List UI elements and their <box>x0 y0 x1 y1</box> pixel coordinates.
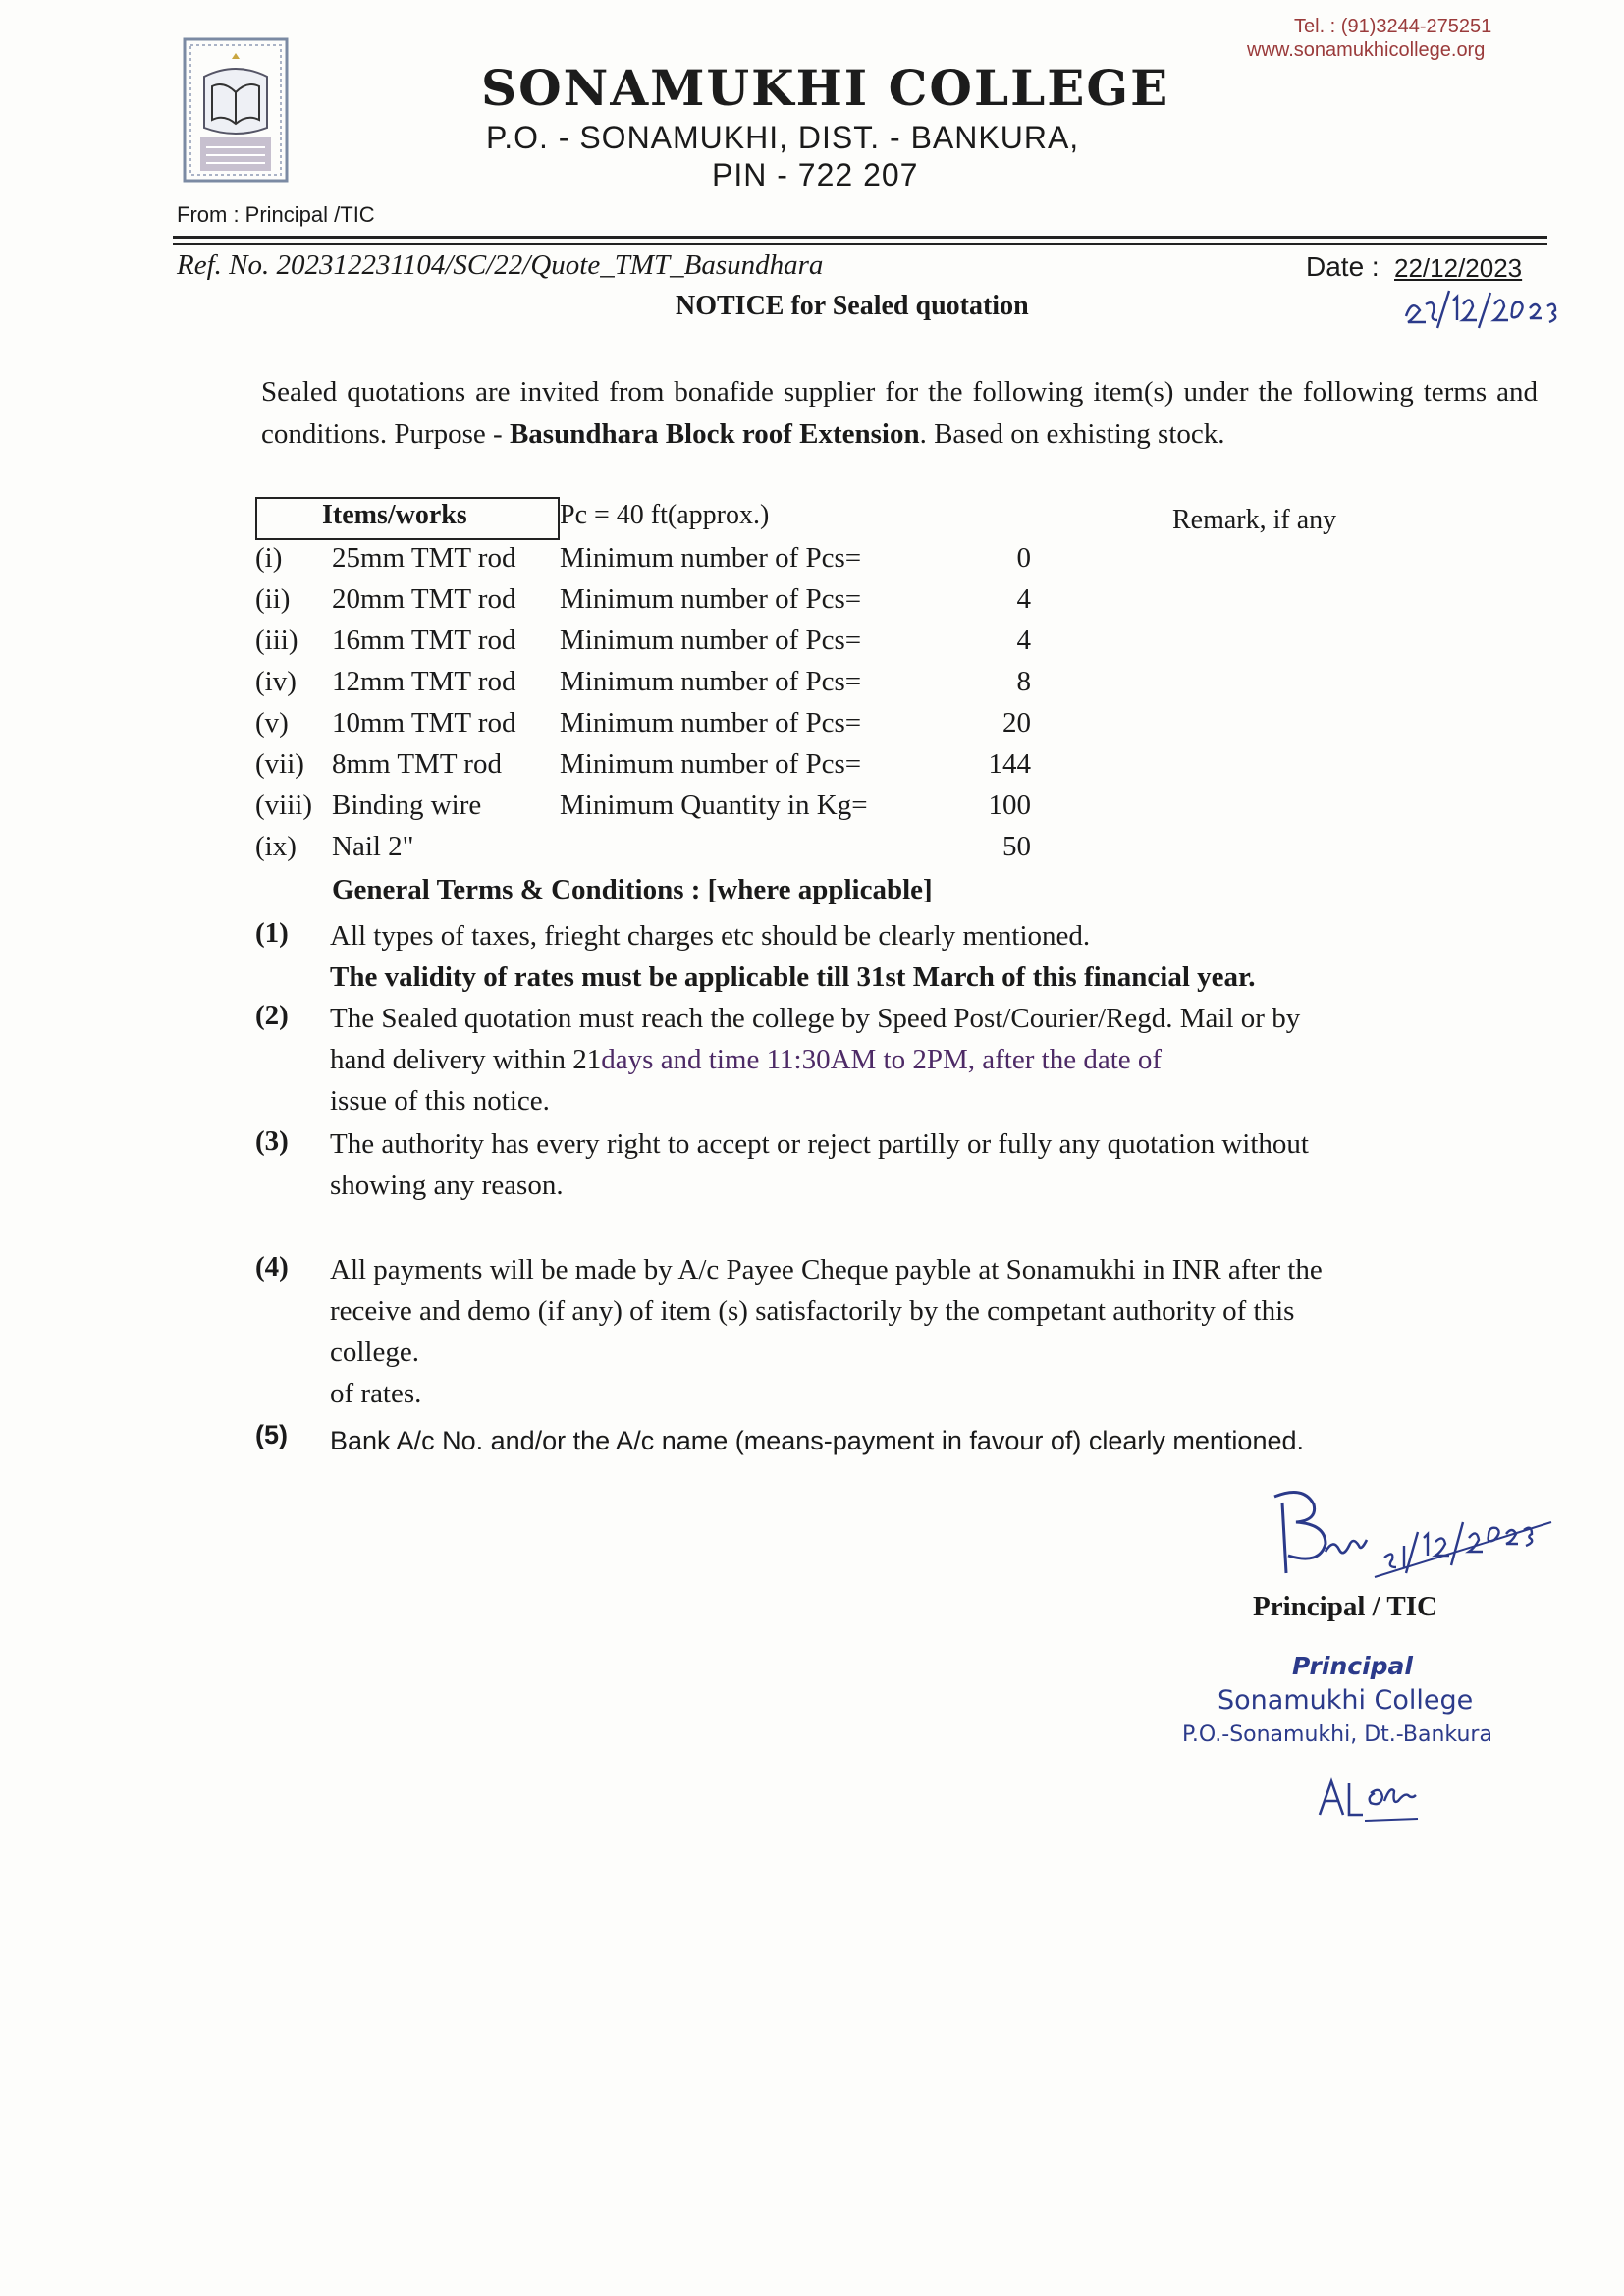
item-number: (vii) <box>255 748 304 780</box>
item-row <box>255 707 1139 748</box>
term-2 <box>330 998 1300 1121</box>
items-header: Items/works <box>322 500 467 530</box>
remark-header: Remark, if any <box>1172 505 1337 535</box>
item-number: (viii) <box>255 790 312 821</box>
term-5-number: (5) <box>255 1420 288 1449</box>
item-description: Minimum number of Pcs= <box>560 666 862 697</box>
header-rule <box>173 236 1547 239</box>
intro-text-1: Sealed quotations are invited from bonafide supplier for the following item(s) under the following terms and conditions. Purpose - <box>261 376 1538 450</box>
term-4 <box>330 1249 1323 1414</box>
item-quantity: 4 <box>1016 583 1031 615</box>
item-quantity: 8 <box>1016 666 1031 697</box>
item-number: (v) <box>255 707 289 738</box>
purpose-text: Basundhara Block roof Extension <box>509 418 920 450</box>
college-name: SONAMUKHI COLLEGE <box>481 59 1170 117</box>
item-number: (iii) <box>255 625 298 656</box>
terms-heading: General Terms & Conditions : [where applicable] <box>332 874 933 905</box>
item-row <box>255 831 1139 872</box>
intro-paragraph <box>261 371 1538 456</box>
header-rule-thin <box>173 243 1547 245</box>
item-description: Minimum number of Pcs= <box>560 583 862 615</box>
item-row <box>255 583 1139 625</box>
date-value: 22/12/2023 <box>1394 253 1523 283</box>
item-quantity: 50 <box>1002 831 1031 862</box>
item-number: (ii) <box>255 583 291 615</box>
handwritten-initials-icon <box>1316 1776 1424 1825</box>
term-2-number: (2) <box>255 1000 289 1031</box>
term-2-line-1: The Sealed quotation must reach the college by Speed Post/Courier/Regd. Mail or by <box>330 1003 1301 1034</box>
date-label: Date : <box>1306 251 1380 282</box>
item-name: 25mm TMT rod <box>332 542 516 574</box>
reference-number: Ref. No. 202312231104/SC/22/Quote_TMT_Basundhara <box>177 249 824 281</box>
term-4-line-3: college. <box>330 1337 419 1368</box>
term-4-line-2: receive and demo (if any) of item (s) satisfactorily by the competant authority of this <box>330 1295 1295 1327</box>
item-description: Minimum number of Pcs= <box>560 542 862 574</box>
item-quantity: 0 <box>1016 542 1031 574</box>
notice-title: NOTICE for Sealed quotation <box>676 291 1029 321</box>
term-3 <box>330 1123 1309 1206</box>
term-5-text: Bank A/c No. and/or the A/c name (means-payment in favour of) clearly mentioned. <box>330 1426 1304 1455</box>
term-3-number: (3) <box>255 1125 289 1157</box>
term-4-line-4: of rates. <box>330 1378 422 1409</box>
stamp-address: P.O.-Sonamukhi, Dt.-Bankura <box>1182 1722 1492 1747</box>
term-4-number: (4) <box>255 1251 289 1283</box>
stamp-college: Sonamukhi College <box>1218 1685 1474 1716</box>
website: www.sonamukhicollege.org <box>1247 39 1486 61</box>
item-description: Minimum number of Pcs= <box>560 625 862 656</box>
item-quantity: 100 <box>988 790 1031 821</box>
term-2-time: and time 11:30AM to 2PM, after the date of <box>653 1044 1163 1075</box>
handwritten-signature-icon <box>1257 1483 1581 1591</box>
term-4-line-1: All payments will be made by A/c Payee Cheque payble at Sonamukhi in INR after the <box>330 1254 1323 1285</box>
item-description: Minimum Quantity in Kg= <box>560 790 868 821</box>
piece-length-note: Pc = 40 ft(approx.) <box>560 500 770 530</box>
telephone: Tel. : (91)3244-275251 <box>1294 16 1492 37</box>
item-name: 8mm TMT rod <box>332 748 502 780</box>
item-quantity: 20 <box>1002 707 1031 738</box>
address-line-2: PIN - 722 207 <box>712 157 919 192</box>
item-number: (i) <box>255 542 283 574</box>
term-3-line-1: The authority has every right to accept or reject partilly or fully any quotation without <box>330 1128 1309 1160</box>
item-quantity: 144 <box>988 748 1031 780</box>
item-name: 12mm TMT rod <box>332 666 516 697</box>
item-row <box>255 790 1139 831</box>
term-2-line-3: issue of this notice. <box>330 1085 550 1117</box>
item-name: 20mm TMT rod <box>332 583 516 615</box>
intro-text-2: . Based on exhisting stock. <box>919 418 1225 450</box>
from-line: From : Principal /TIC <box>177 202 375 227</box>
term-1-number: (1) <box>255 917 289 949</box>
handwritten-date <box>1402 287 1569 330</box>
principal-title: Principal / TIC <box>1253 1591 1437 1622</box>
item-name: 16mm TMT rod <box>332 625 516 656</box>
item-row <box>255 542 1139 583</box>
term-1-text: All types of taxes, frieght charges etc should be clearly mentioned. <box>330 920 1091 952</box>
term-3-line-2: showing any reason. <box>330 1170 564 1201</box>
term-1 <box>330 915 1256 998</box>
item-row <box>255 625 1139 666</box>
address-line-1: P.O. - SONAMUKHI, DIST. - BANKURA, <box>486 120 1080 155</box>
term-2-days: days <box>601 1044 654 1075</box>
term-2-line-2 <box>330 1039 1300 1080</box>
stamp-principal: Principal <box>1292 1652 1413 1680</box>
term-1-validity: The validity of rates must be applicable till 31st March of this financial year. <box>330 961 1256 993</box>
item-description: Minimum number of Pcs= <box>560 707 862 738</box>
item-description: Minimum number of Pcs= <box>560 748 862 780</box>
item-quantity: 4 <box>1016 625 1031 656</box>
item-row <box>255 748 1139 790</box>
college-emblem-icon <box>183 37 289 183</box>
item-name: Binding wire <box>332 790 482 821</box>
item-name: 10mm TMT rod <box>332 707 516 738</box>
item-number: (ix) <box>255 831 297 862</box>
term-2-days-number: hand delivery within 21 <box>330 1044 602 1075</box>
item-number: (iv) <box>255 666 297 697</box>
item-name: Nail 2" <box>332 831 414 862</box>
item-row <box>255 666 1139 707</box>
